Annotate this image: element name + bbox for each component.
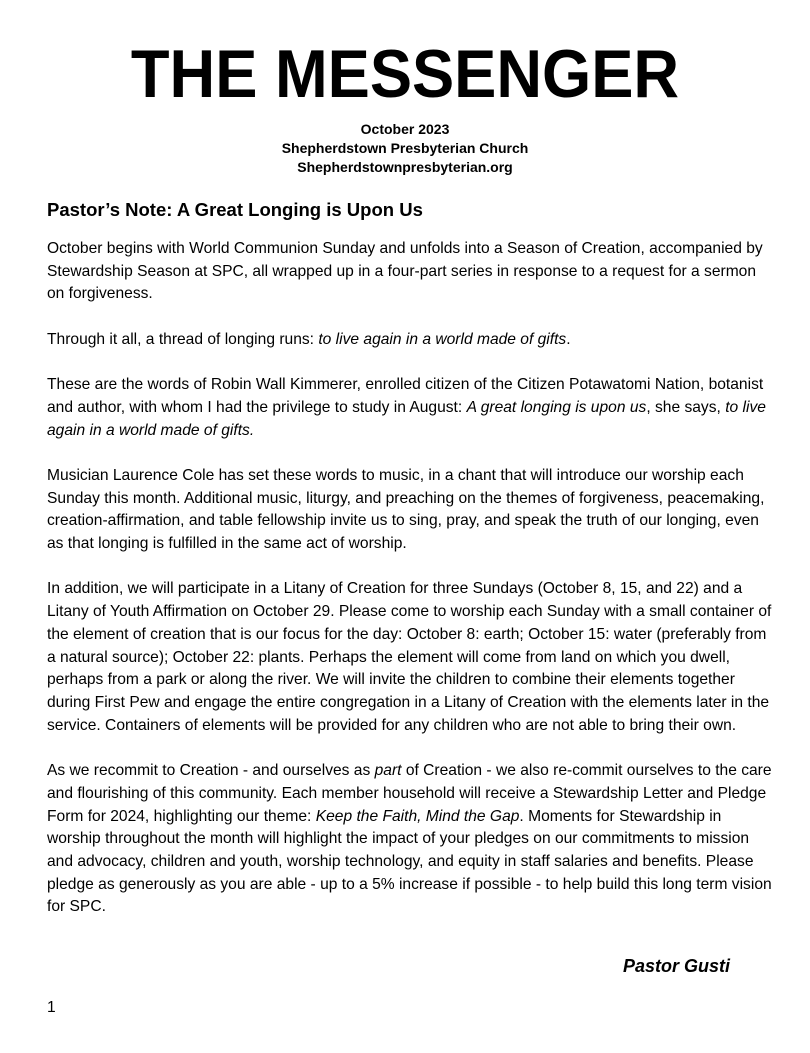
- text-segment: of Creation - we also re-commit ourselves to the care and flourishing of this community. Each member household will receive a Stewardship Letter and Pledge Form for 2024, highlighting our theme:: [47, 762, 772, 825]
- italic-text: A great longing is upon us: [466, 398, 647, 416]
- article-paragraph: [47, 238, 772, 306]
- article-paragraph: [47, 760, 772, 919]
- text-segment: . Moments for Stewardship in worship throughout the month will highlight the impact of your pledges on our commitments to mission and advocacy, children and youth, worship technology, and equity in staff salaries and benefits. Please pledge as generously as you are able - up to a 5% increase if possible - to help build this long term vision for SPC.: [47, 807, 772, 916]
- article-paragraph: [47, 578, 772, 737]
- newsletter-title: THE MESSENGER: [130, 36, 680, 112]
- signature: Pastor Gusti: [623, 956, 731, 976]
- article-paragraph: [47, 329, 772, 352]
- article-body: [47, 238, 772, 942]
- italic-text: part: [374, 762, 402, 780]
- article-paragraph: [47, 374, 772, 442]
- newsletter-meta: [0, 120, 810, 177]
- text-segment: , she says,: [646, 398, 726, 416]
- text-segment: As we recommit to Creation - and ourselves as: [47, 762, 375, 780]
- italic-text: to live again in a world made of gifts: [318, 330, 567, 348]
- text-segment: In addition, we will participate in a Litany of Creation for three Sundays (October 8, 15, and 22) and a Litany of Youth Affirmation on October 29. Please come to worship each Sunday with a small container of the element of creation that is our focus for the day: October 8: earth; October 15: water (preferably from a natural source); October 22: plants. Perhaps the element will come from land on which you dwell, perhaps from a park or along the river. We will invite the children to combine their elements together during First Pew and engage the entire congregation in a Litany of Creation with the elements later in the service. Containers of elements will be provided for any children who are not able to bring their own.: [47, 580, 772, 734]
- text-segment: These are the words of Robin Wall Kimmerer, enrolled citizen of the Citizen Potawatomi Nation, botanist and author, with whom I had the privilege to study in August:: [47, 376, 764, 416]
- article-paragraph: [47, 465, 772, 556]
- issue-date: October 2023: [360, 121, 450, 137]
- church-website: Shepherdstownpresbyterian.org: [297, 159, 513, 175]
- italic-text: Keep the Faith, Mind the Gap: [315, 807, 520, 825]
- article-heading: Pastor’s Note: A Great Longing is Upon Us: [47, 199, 423, 220]
- text-segment: Musician Laurence Cole has set these words to music, in a chant that will introduce our worship each Sunday this month. Additional music, liturgy, and preaching on the themes of forgiveness, peacemaking, creation-affirmation, and table fellowship invite us to sing, pray, and speak the truth of our longing, even as that longing is fulfilled in the same act of worship.: [47, 466, 765, 553]
- text-segment: .: [566, 330, 571, 348]
- text-segment: Through it all, a thread of longing runs:: [47, 330, 319, 348]
- text-segment: October begins with World Communion Sunday and unfolds into a Season of Creation, accompanied by Stewardship Season at SPC, all wrapped up in a four-part series in response to a request for a sermon on forgiveness.: [47, 240, 763, 303]
- church-name: Shepherdstown Presbyterian Church: [281, 140, 529, 156]
- italic-text: to live again in a world made of gifts.: [47, 398, 766, 439]
- page-number: 1: [47, 999, 56, 1016]
